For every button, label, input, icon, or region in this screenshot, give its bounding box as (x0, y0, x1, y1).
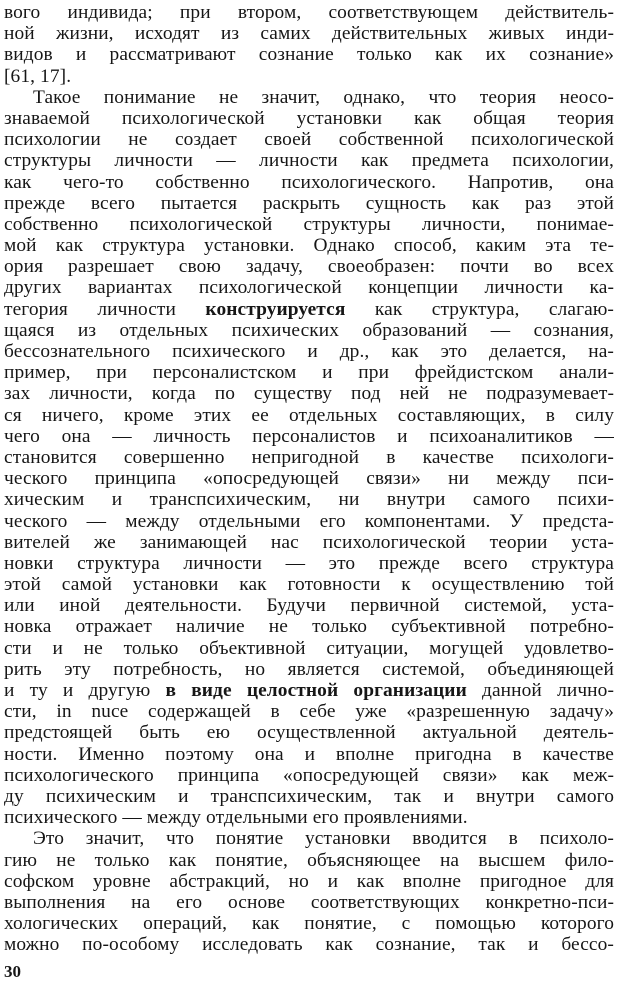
text-line (4, 850, 614, 871)
text-run: щаяся из отдельных психических образований — сознания, (4, 319, 614, 341)
text-line (4, 341, 614, 362)
text-run: ческого принципа «опосредующей связи» ни между пси- (4, 468, 614, 490)
text-run: ческого — между отдельными его компонентами. У предста- (4, 510, 614, 532)
text-run: других вариантах психологической концепции личности ка- (4, 277, 614, 299)
text-line (4, 447, 614, 468)
text-line (4, 553, 614, 574)
bold-text: в виде целостной организации (165, 680, 467, 701)
text-run: рить эту потребность, но является системой, объединяющей (4, 658, 614, 680)
text-line (4, 129, 614, 150)
text-line (4, 828, 614, 849)
text-line (4, 468, 614, 489)
text-line (4, 108, 614, 129)
text-run: сти и не только объективной ситуации, могущей удовлетво- (4, 637, 614, 659)
text-line (4, 277, 614, 298)
bold-text: конструируется (205, 298, 346, 320)
text-run: знаваемой психологической установки как общая теория (4, 107, 614, 129)
text-run: или иной деятельности. Будучи первичной системой, уста- (4, 595, 614, 617)
text-run: хическим и транспсихическим, ни внутри самого психи- (4, 489, 614, 511)
text-run: Такое понимание не значит, однако, что теория неосо- (33, 86, 614, 108)
text-run: новка отражает наличие не только субъективной потребно- (4, 616, 614, 638)
text-run: ся ничего, кроме этих ее отдельных составляющих, в силу (4, 404, 614, 426)
text-run: софском уровне абстракций, но и как вполне пригодное для (4, 870, 614, 892)
text-run: новки структура личности — это прежде всего структура (4, 552, 614, 574)
text-run: [61, 17]. (4, 65, 72, 87)
text-run: ория разрешает свою задачу, своеобразен: почти во всех (4, 256, 614, 278)
text-run: структуры личности — личности как предмета психологии, (4, 150, 614, 172)
text-run: данной лично- (466, 680, 614, 701)
text-line (4, 489, 614, 510)
text-run: чего она — личность персоналистов и психоаналитиков — (4, 425, 614, 447)
text-line (4, 23, 614, 44)
text-run: психологического принципа «опосредующей связи» как меж- (4, 764, 614, 786)
text-line (4, 765, 614, 786)
text-line (4, 87, 614, 108)
text-line (4, 511, 614, 532)
text-run: как чего-то собственно психологического. Напротив, она (4, 171, 614, 193)
text-line (4, 150, 614, 171)
text-run: бессознательного психического и др., как это делается, на- (4, 341, 614, 362)
text-line (4, 299, 614, 320)
text-run: тегория личности (4, 298, 206, 320)
text-line (4, 193, 614, 214)
text-line (4, 744, 614, 765)
page-text (4, 2, 614, 955)
text-run: зах личности, когда по существу под ней не подразумевает- (4, 383, 614, 405)
text-line (4, 871, 614, 892)
text-run: становится совершенно непригодной в качестве психологи- (4, 446, 614, 468)
text-line (4, 722, 614, 743)
text-run: можно по-особому исследовать как сознание, так и бессо- (4, 934, 614, 956)
text-run: сти, in nuce содержащей в себе уже «разрешенную задачу» (4, 701, 614, 723)
text-line (4, 807, 614, 828)
text-run: ности. Именно поэтому она и вполне пригодна в качестве (4, 743, 614, 765)
text-line (4, 235, 614, 256)
text-line (4, 362, 614, 383)
text-run: психологии не создает своей собственной психологической (4, 129, 614, 151)
text-line (4, 44, 614, 65)
text-line (4, 532, 614, 553)
text-line (4, 659, 614, 680)
text-line (4, 680, 614, 701)
text-line (4, 383, 614, 404)
text-run: мой как структура установки. Однако способ, каким эта те- (4, 235, 614, 257)
text-run: пример, при персоналистском и при фрейдистском анали- (4, 362, 614, 384)
text-line (4, 934, 614, 955)
text-line (4, 320, 614, 341)
text-line (4, 214, 614, 235)
text-run: психического — между отдельными его проявлениями. (4, 807, 468, 829)
text-line (4, 616, 614, 637)
text-run: гию не только как понятие, объясняющее на высшем фило- (4, 849, 614, 871)
text-run: как структура, слагаю- (345, 298, 614, 320)
page-number: 30 (4, 962, 21, 981)
text-line (4, 426, 614, 447)
text-line (4, 172, 614, 193)
text-line (4, 574, 614, 595)
text-line (4, 256, 614, 277)
text-run: хологических операций, как понятие, с помощью которого (4, 913, 614, 935)
text-line (4, 66, 614, 87)
text-run: видов и рассматривают сознание только как их сознание» (4, 44, 614, 66)
text-line (4, 638, 614, 659)
text-line (4, 913, 614, 934)
paragraph (4, 828, 614, 955)
text-run: и ту и другую (4, 680, 166, 701)
paragraph (4, 2, 614, 87)
text-line (4, 595, 614, 616)
text-line (4, 786, 614, 807)
text-line (4, 892, 614, 913)
text-run: выполнения на его основе соответствующих конкретно-пси- (4, 891, 614, 913)
text-run: Это значит, что понятие установки вводится в психоло- (33, 828, 614, 850)
text-run: этой самой установки как готовности к осуществлению той (4, 574, 614, 596)
text-run: вителей же занимающей нас психологической теории уста- (4, 531, 614, 553)
text-run: собственно психологической структуры личности, понимае- (4, 213, 614, 235)
text-run: прежде всего пытается раскрыть сущность как раз этой (4, 192, 614, 214)
text-line (4, 2, 614, 23)
text-run: вого индивида; при втором, соответствующем действитель- (4, 2, 614, 23)
paragraph (4, 87, 614, 829)
text-run: ной жизни, исходят из самих действительных живых инди- (4, 23, 614, 45)
text-line (4, 701, 614, 722)
text-run: ду психическим и транспсихическим, так и внутри самого (4, 785, 614, 807)
text-line (4, 405, 614, 426)
text-run: предстоящей быть ею осуществленной актуальной деятель- (4, 722, 614, 744)
